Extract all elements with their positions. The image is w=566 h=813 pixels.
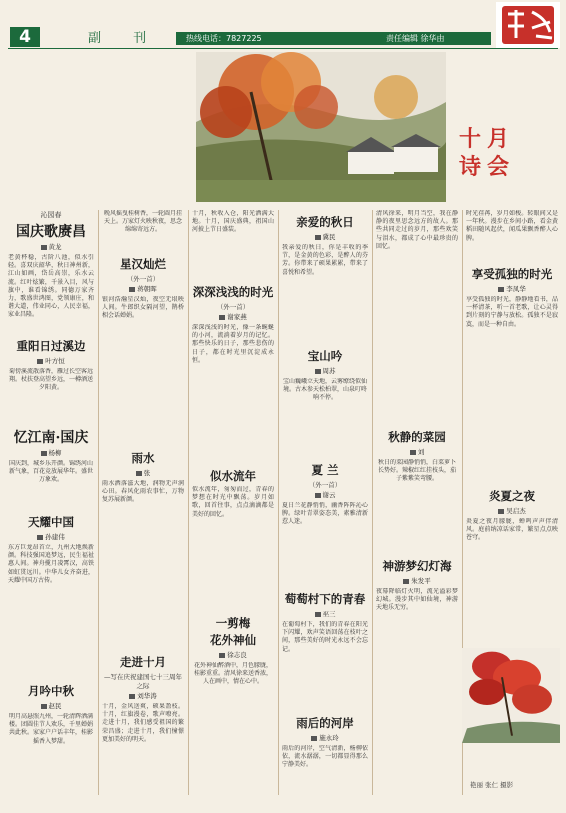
poem-title: 重阳日过溪边 — [16, 339, 86, 353]
poem-subtitle: （外一首） — [216, 303, 250, 311]
poem-author: 李凤华 — [466, 284, 558, 293]
poem-author: 谢云 — [282, 490, 368, 499]
column-divider — [372, 210, 373, 795]
poem-title: 萄萄村下的青春 — [284, 592, 366, 606]
hotline: 热线电话：7827225 — [186, 34, 262, 43]
poem-title: 似水流年 — [210, 469, 256, 483]
column-4 — [282, 210, 368, 785]
column-divider — [278, 210, 279, 795]
poem-body: 清风徐来，明月当空，我在静静的夜里思念远方的故人。那些共同走过的岁月，那些欢笑与泪水，都成了心中最珍贵的回忆。 — [376, 210, 458, 250]
poem-title: 天耀中国 — [28, 515, 74, 529]
poem-author: 谢家燕 — [192, 312, 274, 321]
poem-title: 星汉灿烂 — [120, 257, 166, 271]
poem-title: 国庆歌赓昌 — [16, 224, 86, 240]
poem-subtitle: （外一首） — [308, 481, 342, 489]
poem-author: 施永玲 — [282, 733, 368, 742]
section-name: 副 刊 — [88, 31, 161, 46]
poem-author: 冀民 — [282, 232, 368, 241]
poem-title: 享受孤独的时光 — [471, 267, 553, 281]
header-bar — [176, 32, 491, 45]
column-5 — [376, 210, 458, 788]
poem-title: 月吟中秋 — [28, 684, 74, 698]
poem-author: 叶方恒 — [8, 356, 94, 365]
poem-body: 深深浅浅的时光，像一条蜿蜒的小河，流淌着岁月的记忆。那些快乐的日子，那些悲伤的日子，都在时光里沉淀成永恒。 — [192, 324, 274, 364]
poem-body: 老黄杯稳，古阶八池，似水引轻。喜双庆韶华，秋日神州新，江山如画，岱岳高崇，乐水云流。红叶炫繁，千景入目，风与旗中，谁看锦绣。同德万家齐力，歌盛世鸿图，党领康庄，和谐大道，伟业同心，人民幸福，家业昌隆。 — [8, 254, 94, 319]
column-2 — [102, 210, 184, 813]
poem-subtitle: （外一首） — [126, 275, 160, 283]
column-3 — [192, 210, 274, 772]
poem-body: 雨水洒落滋大地，润物无声润心田。春风化雨农事忙，万物复苏展新颜。 — [102, 480, 184, 504]
poem-form: 沁园春 — [40, 211, 62, 219]
poem-title: 神游梦幻灯海 — [382, 559, 452, 573]
poem-body: 银河浩瀚星汉灿，夜空无垠映人间。牛郎织女隔河望，鹊桥相会话婵娟。 — [102, 296, 184, 320]
poem-author: 黄龙 — [8, 242, 94, 251]
poem-title: 亲爱的秋日 — [296, 215, 354, 229]
poem-title: 走进十月 — [120, 655, 166, 669]
poem-body: 菊傍溪流散落香，雁过长空客远翔。杖扶登高望乡远，一樽酒送夕阳黄。 — [8, 368, 93, 392]
poem-author: 吴启杰 — [466, 506, 558, 515]
poem-author: 周苏 — [282, 366, 368, 375]
poem-author: 杨柳 — [8, 448, 94, 457]
poem-title: 忆江南·国庆 — [13, 430, 89, 446]
poem-body: 我亲爱的秋日，你是丰收的季节，是金黄的色彩，是醉人的芬芳。你带来了硕果累累，带来了喜悦和希望。 — [282, 244, 368, 276]
autumn-landscape-photo — [196, 52, 446, 202]
column-divider — [188, 210, 189, 795]
poem-body: 十月，秋收入仓，阳光洒满大地。十月，国庆盛典，祖国山河披上节日盛装。 — [192, 210, 274, 234]
feature-title-line1: 十月 — [458, 126, 515, 152]
poem-title: 夏 兰 — [311, 463, 339, 477]
poem-body: 似水流年，匆匆而过，青春的梦想在时光中飘荡。岁月如歌，回首往事，点点滴滴都是美好的回忆。 — [192, 486, 274, 518]
poem-body: 国庆到，城乡乐开颜。锦绣河山新气象，百花竞放展华年。盛世万象欢。 — [8, 460, 93, 484]
column-1 — [8, 210, 94, 813]
poem-author: 刘华涛 — [102, 691, 184, 700]
poem-author: 蒋朝晖 — [102, 284, 184, 293]
poem-body: 十月，金风送爽，硕果盈枝。十月，红旗漫卷，歌声嘹亮。走进十月，我们感受祖国的繁荣昌盛；走进十月，我们憧憬更加美好的明天。 — [102, 703, 184, 743]
poem-subtitle: —写在庆祝建国七十三周年之际 — [104, 673, 182, 690]
poem-body: 在葡萄村下，我们的青春在阳光下闪耀，欢声笑语回荡在枝叶之间，那些美好的时光永远不会忘记。 — [282, 621, 368, 653]
poem-body: 秋日的菜园静悄悄，白菜萝卜长势好。辣椒红红挂枝头，茄子紫紫笑弯腰。 — [377, 459, 456, 483]
poem-body: 时光荏苒，岁月如梭。转眼间又是一年秋。漫步在乡间小路，看金黄稻田随风起伏，闻瓜果飘香醉人心脾。 — [466, 210, 558, 242]
poem-author: 朱发平 — [376, 576, 458, 585]
poem-author: 孙建伟 — [8, 532, 94, 541]
poem-author: 赵民 — [8, 701, 94, 710]
poem-body: 东方巨龙昂首立，九州大地焕新颜。科技强国追梦远，民生福祉惠人间。神舟揽月凌霄汉，高铁如虹贯远川。中华儿女齐奋进，天耀中国万古传。 — [8, 544, 94, 584]
poem-title: 宝山吟 — [307, 349, 343, 363]
page-number: 4 — [10, 27, 40, 47]
poem-title: 秋静的菜园 — [388, 430, 446, 444]
poem-author: 张 — [102, 468, 184, 477]
poem-title: 一剪梅 — [215, 616, 251, 630]
editor: 责任编辑 徐华由 — [386, 34, 445, 43]
poem-body: 夏日兰花静悄悄，幽香阵阵沁心脾。绿叶青翠姿态美，素雅清新惹人迷。 — [282, 502, 368, 526]
poem-body: 花外神仙醉酒中，月色朦胧，桂影重重。清风徐来送香浓，人在画中，情在心中。 — [193, 662, 272, 686]
poem-body: 雨后的河岸，空气清新，杨柳依依，流水潺潺，一切都显得那么宁静美好。 — [282, 745, 368, 769]
poem-title: 雨后的河岸 — [296, 716, 354, 730]
poem-title: 炎夏之夜 — [489, 489, 535, 503]
poem-body: 炎夏之夜月朦胧，蝉鸣声声伴清风。庭前纳凉话家常，繁星点点映苍穹。 — [466, 518, 558, 542]
red-leaves-photo — [462, 648, 560, 743]
header-rule — [8, 48, 558, 49]
poem-body: 明月高悬照九州，一轮清辉洒满楼。团圆佳节人欢乐，千里婵娟共此秋。家家户户话丰年，桂影摇香入梦甜。 — [8, 713, 93, 745]
poem-author: 巫三 — [282, 609, 368, 618]
poem-subtitle: 花外神仙 — [210, 633, 256, 647]
column-divider — [98, 210, 99, 795]
poem-body: 享受孤独的时光，静静地看书，品一杯清茶，听一首老歌，让心灵得到片刻的宁静与放松。孤独不是寂寞，而是一种自由。 — [466, 296, 558, 328]
poem-author: 徐志良 — [192, 650, 274, 659]
column-6 — [466, 210, 558, 613]
poem-title: 雨水 — [131, 451, 155, 465]
poetry-column-logo — [496, 2, 560, 48]
poem-title: 深深浅浅的时光 — [192, 285, 274, 299]
feature-title-line2: 诗会 — [458, 154, 515, 180]
poem-body: 夜幕降临灯火明，流光溢彩梦幻城。漫步其中如仙境，神游天地乐无穷。 — [376, 588, 458, 612]
feature-title — [452, 125, 522, 181]
poem-body: 晚风摇曳桂树香，一轮圆月挂天上。万家灯火映秋夜，思念绵绵寄远方。 — [103, 210, 182, 234]
poem-body: 宝山巍峨立天地，云雾缭绕似仙境。古木参天松柏翠，山泉叮咚响不停。 — [282, 378, 367, 402]
masthead — [0, 0, 566, 50]
photo-caption: 艳丽 张仁 摄影 — [470, 781, 514, 789]
poem-author: 刘 — [376, 447, 458, 456]
